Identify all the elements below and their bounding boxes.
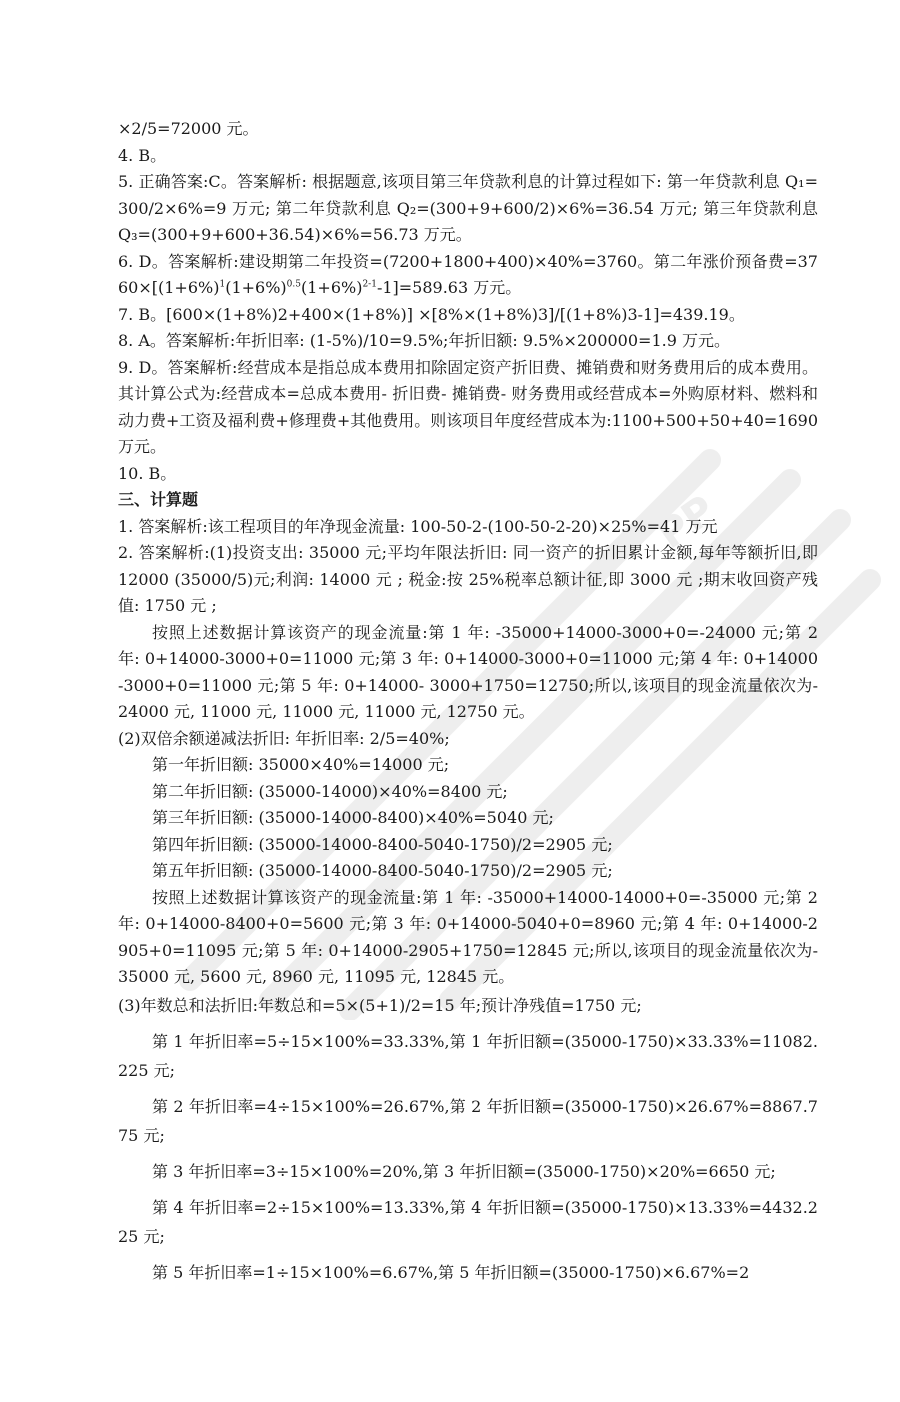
text-line: ×2/5=72000 元。 — [118, 119, 259, 138]
answer-9: 9. D。答案解析:经营成本是指总成本费用扣除固定资产折旧费、摊销费和财务费用后的成本费用。其计算公式为:经营成本=总成本费用- 折旧费- 摊销费- 财务费用或经营成本=外购原材料、燃料和动力费+工资及福利费+修理费+其他费用。则该项目年度经营成本为:1100+500+50+40=1690 万元。 — [118, 357, 818, 456]
year-4-rate: 第 4 年折旧率=2÷15×100%=13.33%,第 4 年折旧额=(35000-1750)×13.33%=4432.225 元; — [118, 1197, 818, 1246]
year-5-rate: 第 5 年折旧率=1÷15×100%=6.67%,第 5 年折旧额=(35000-1750)×6.67%=2 — [152, 1262, 750, 1282]
answer-6-part-c: (1+6%) — [300, 278, 363, 297]
answer-6-part-b: (1+6%) — [225, 278, 287, 297]
calc-answer-1: 1. 答案解析:该工程项目的年净现金流量: 100-50-2-(100-50-2-20)×25%=41 万元 — [118, 516, 718, 536]
watermark-text: PP — [649, 486, 724, 559]
calc-answer-2: 2. 答案解析:(1)投资支出: 35000 元;平均年限法折旧: 同一资产的折旧累计金额,每年等额折旧,即 12000 (35000/5)元;利润: 14000 元 ; 税金:按 25%税率总额计征,即 3000 元 ;期末收回资产残值: 1750 元 ; — [118, 543, 818, 615]
answer-5: 5. 正确答案:C。答案解析: 根据题意,该项目第三年贷款利息的计算过程如下: 第一年贷款利息 Q₁=300/2×6%=9 万元; 第二年贷款利息 Q₂=(300+9+600/2)×6%=36.54 万元; 第三年贷款利息 Q₃=(300+9+600+36.54)×6%=56.73 万元。 — [118, 172, 818, 244]
section-heading: 三、计算题 — [118, 490, 199, 509]
answer-6 — [118, 249, 818, 302]
exponent: 2-1 — [362, 279, 377, 290]
answer-10: 10. B。 — [118, 463, 177, 483]
year-1-depreciation: 第一年折旧额: 35000×40%=14000 元; — [152, 755, 450, 774]
year-1-rate: 第 1 年折旧率=5÷15×100%=33.33%,第 1 年折旧额=(35000-1750)×33.33%=11082.225 元; — [118, 1031, 818, 1080]
year-2-depreciation: 第二年折旧额: (35000-14000)×40%=8400 元; — [152, 781, 508, 801]
cash-flow-paragraph-1: 按照上述数据计算该资产的现金流量:第 1 年: -35000+14000-3000+0=-24000 元;第 2 年: 0+14000-3000+0=11000 元;第 3 年: 0+14000-3000+0=11000 元;第 4 年: 0+14000-3000+0=11000 元;第 5 年: 0+14000- 3000+1750=12750;所以,该项目的现金流量依次为-24000 元, 11000 元, 11000 元, 11000 元, 12750 元。 — [118, 622, 818, 721]
answer-6-part-a: 6. D。答案解析:建设期第二年投资=(7200+1800+400)×40%=3760。第二年涨价预备费=3760×[(1+6%) — [118, 251, 818, 297]
method-3-heading: (3)年数总和法折旧:年数总和=5×(5+1)/2=15 年;预计净残值=1750 元; — [118, 995, 642, 1015]
answer-7: 7. B。[600×(1+8%)2+400×(1+8%)] ×[8%×(1+8%)3]/[(1+8%)3-1]=439.19。 — [118, 304, 745, 324]
method-2-heading: (2)双倍余额递减法折旧: 年折旧率: 2/5=40%; — [118, 728, 450, 748]
answer-4: 4. B。 — [118, 145, 167, 165]
answer-8: 8. A。答案解析:年折旧率: (1-5%)/10=9.5%;年折旧额: 9.5%×200000=1.9 万元。 — [118, 331, 730, 350]
answer-6-part-d: -1]=589.63 万元。 — [376, 278, 522, 297]
cash-flow-paragraph-2: 按照上述数据计算该资产的现金流量:第 1 年: -35000+14000-14000+0=-35000 元;第 2 年: 0+14000-8400+0=5600 元;第 3 年: 0+14000-5040+0=8960 元;第 4 年: 0+14000-2905+0=11095 元;第 5 年: 0+14000-2905+1750=12845 元;所以,该项目的现金流量依次为-35000 元, 5600 元, 8960 元, 11095 元, 12845 元。 — [118, 887, 818, 986]
exponent: 1 — [219, 279, 226, 290]
answer-text-body — [118, 116, 818, 1287]
year-4-depreciation: 第四年折旧额: (35000-14000-8400-5040-1750)/2=2905 元; — [152, 834, 613, 854]
year-3-depreciation: 第三年折旧额: (35000-14000-8400)×40%=5040 元; — [152, 808, 554, 827]
year-3-rate: 第 3 年折旧率=3÷15×100%=20%,第 3 年折旧额=(35000-1750)×20%=6650 元; — [152, 1161, 776, 1181]
year-2-rate: 第 2 年折旧率=4÷15×100%=26.67%,第 2 年折旧额=(35000-1750)×26.67%=8867.775 元; — [118, 1096, 818, 1145]
year-5-depreciation: 第五年折旧额: (35000-14000-8400-5040-1750)/2=2905 元; — [152, 861, 613, 880]
exponent: 0.5 — [286, 279, 301, 290]
